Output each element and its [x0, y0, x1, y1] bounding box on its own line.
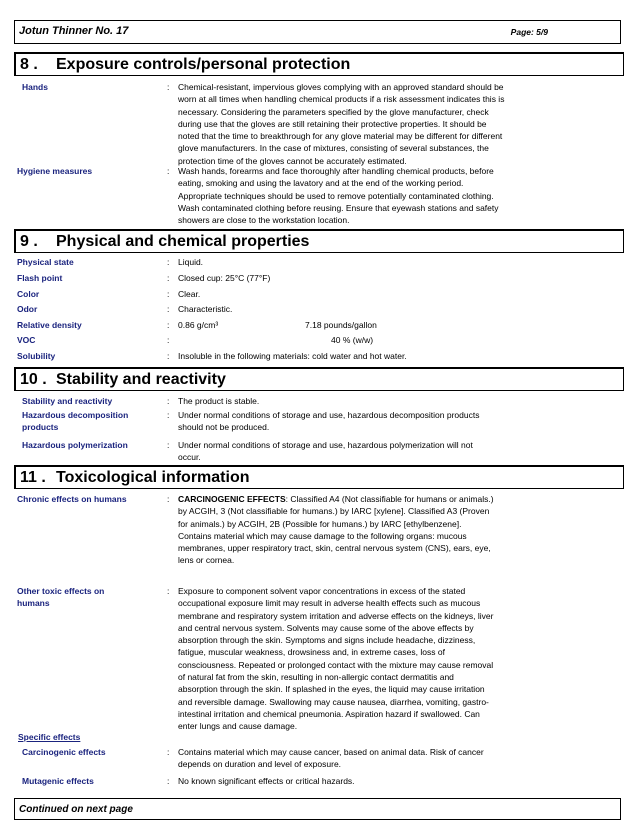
chronic-effects-value — [178, 493, 613, 567]
text-line: Chemical-resistant, impervious gloves complying with an approved standard should be — [178, 82, 504, 92]
text-line: membrane and respiratory system irritation and adverse effects on the kidneys, liver — [178, 610, 494, 621]
text-line: glove manufacturers. In the case of mixtures, consisting of several substances, the — [178, 143, 489, 154]
colon: : — [167, 586, 170, 596]
colon: : — [167, 304, 170, 314]
stability-value: The product is stable. — [178, 396, 260, 406]
text-line — [178, 493, 613, 505]
document-title: Jotun Thinner No. 17 — [19, 25, 129, 37]
section-9-heading — [14, 229, 624, 253]
colon: : — [167, 494, 170, 504]
footer-box — [14, 798, 621, 820]
other-toxic-effects-label — [17, 585, 162, 610]
section-11-heading — [14, 465, 624, 489]
continued-footer: Continued on next page — [19, 804, 133, 815]
section-number: 11 . — [20, 469, 46, 486]
page-number: Page: 5/9 — [510, 27, 548, 37]
text-line: fatigue, muscular weakness, drowsiness and, in extreme cases, loss of — [178, 647, 445, 658]
text-line: showers are close to the workstation location. — [178, 215, 350, 226]
hygiene-label: Hygiene measures — [17, 166, 93, 176]
colon: : — [167, 776, 170, 786]
decomposition-label — [22, 409, 170, 434]
carcinogenic-effects-value — [178, 746, 613, 771]
polymerization-label: Hazardous polymerization — [22, 440, 128, 450]
solubility-label: Solubility — [17, 351, 56, 361]
physical-state-label: Physical state — [17, 257, 74, 267]
colon: : — [167, 82, 170, 92]
text-line: for animals.) by ACGIH, 2B (Possible for humans.) by IARC [ethylbenzene]. — [178, 518, 462, 529]
colon: : — [167, 410, 170, 420]
section-title: Physical and chemical properties — [56, 233, 310, 250]
label-line: products — [22, 422, 59, 433]
text-line: Appropriate techniques should be used to remove potentially contaminated clothing. — [178, 190, 494, 201]
section-number: 10 . — [20, 371, 47, 388]
text-line: occupational exposure limit may result in adverse health effects such as mucous — [178, 598, 481, 609]
mutagenic-effects-value: No known significant effects or critical hazards. — [178, 776, 355, 786]
text-line: enter lungs and cause damage. — [178, 721, 298, 732]
text-line: Under normal conditions of storage and use, hazardous polymerization will not — [178, 440, 473, 450]
text-line: and central nervous system. Solvents may cause some of the above effects by — [178, 622, 474, 633]
text-line: during use that the gloves are still retaining their protective properties. It should be — [178, 118, 487, 129]
text-line: of natural fat from the skin, resulting in non-allergic contact dermatitis and — [178, 672, 454, 683]
other-toxic-effects-value — [178, 585, 613, 733]
text-line: occur. — [178, 452, 201, 463]
flash-point-label: Flash point — [17, 273, 63, 283]
mutagenic-effects-label: Mutagenic effects — [22, 776, 94, 786]
text-span: : Classified A4 (Not classifiable for humans or animals.) — [285, 494, 494, 504]
text-line: consciousness. Repeated or prolonged contact with the mixture may cause removal — [178, 659, 494, 670]
text-line: protection time of the gloves cannot be accurately estimated. — [178, 155, 407, 166]
colon: : — [167, 440, 170, 450]
section-title: Exposure controls/personal protection — [56, 56, 351, 73]
voc-label: VOC — [17, 335, 36, 345]
label-line: Other toxic effects on — [17, 586, 105, 596]
text-line: Exposure to component solvent vapor concentrations in excess of the stated — [178, 586, 466, 596]
colon: : — [167, 166, 170, 176]
colon: : — [167, 335, 170, 345]
relative-density-label: Relative density — [17, 320, 82, 330]
colon: : — [167, 320, 170, 330]
colon: : — [167, 747, 170, 757]
odor-value: Characteristic. — [178, 304, 233, 314]
text-line: worn at all times when handling chemical products if a risk assessment indicates this is — [178, 94, 505, 105]
polymerization-value — [178, 439, 613, 464]
physical-state-value: Liquid. — [178, 257, 204, 267]
text-line: Wash contaminated clothing before reusing. Ensure that eyewash stations and safety — [178, 202, 499, 213]
text-line: eating, smoking and using the lavatory and at the end of the working period. — [178, 178, 464, 189]
section-8-heading — [14, 52, 624, 76]
text-line: depends on duration and level of exposure. — [178, 759, 342, 770]
header-box — [14, 20, 621, 44]
stability-label: Stability and reactivity — [22, 396, 113, 406]
text-line: Contains material which may cause cancer, based on animal data. Risk of cancer — [178, 747, 484, 757]
text-line: and reversible damage. Swallowing may cause nausea, diarrhea, vomiting, gastro- — [178, 696, 489, 707]
text-line: necessary. Considering the parameters specified by the glove manufacturer, check — [178, 106, 489, 117]
text-line: by ACGIH, 3 (Not classifiable for humans.) by IARC [xylene]. Classified A3 (Proven — [178, 506, 490, 517]
section-number: 9 . — [20, 233, 38, 250]
voc-value: 40 % (w/w) — [331, 335, 374, 345]
flash-point-value: Closed cup: 25°C (77°F) — [178, 273, 271, 283]
hands-label: Hands — [22, 82, 48, 92]
colon: : — [167, 257, 170, 267]
chronic-effects-label: Chronic effects on humans — [17, 494, 127, 504]
text-line: lens or cornea. — [178, 555, 235, 566]
text-line: intestinal irritation and chemical pneumonia. Aspiration hazard if swallowed. Can — [178, 708, 480, 719]
label-line: humans — [17, 598, 50, 609]
section-number: 8 . — [20, 56, 38, 73]
relative-density-value: 0.86 g/cm³ — [178, 320, 219, 330]
text-line: Under normal conditions of storage and use, hazardous decomposition products — [178, 410, 480, 420]
text-line: should not be produced. — [178, 422, 270, 433]
hygiene-value — [178, 165, 613, 226]
odor-label: Odor — [17, 304, 38, 314]
carcinogenic-effects-label: Carcinogenic effects — [22, 747, 106, 757]
text-line: Wash hands, forearms and face thoroughly after handling chemical products, before — [178, 166, 494, 176]
hands-value — [178, 81, 613, 167]
colon: : — [167, 396, 170, 406]
text-line: Contains material which may cause damage to the following organs: mucous — [178, 530, 467, 541]
section-title: Stability and reactivity — [56, 371, 226, 388]
colon: : — [167, 273, 170, 283]
carcinogenic-effects-lead: CARCINOGENIC EFFECTS — [178, 494, 286, 504]
section-title: Toxicological information — [56, 469, 250, 486]
solubility-value: Insoluble in the following materials: cold water and hot water. — [178, 351, 407, 361]
color-label: Color — [17, 289, 40, 299]
text-line: membranes, upper respiratory tract, skin, central nervous system (CNS), ears, eye, — [178, 543, 491, 554]
relative-density-value-imperial: 7.18 pounds/gallon — [305, 320, 377, 330]
text-line: noted that the time to breakthrough for any glove material may be different for different — [178, 131, 503, 142]
section-10-heading — [14, 367, 624, 391]
specific-effects-heading: Specific effects — [18, 732, 81, 742]
colon: : — [167, 289, 170, 299]
color-value: Clear. — [178, 289, 201, 299]
text-line: absorption through the skin. Symptoms and signs include headache, dizziness, — [178, 635, 476, 646]
label-line: Hazardous decomposition — [22, 410, 129, 420]
decomposition-value — [178, 409, 613, 434]
colon: : — [167, 351, 170, 361]
text-line: absorption through the skin. If splashed in the eyes, the liquid may cause irritation — [178, 684, 485, 695]
